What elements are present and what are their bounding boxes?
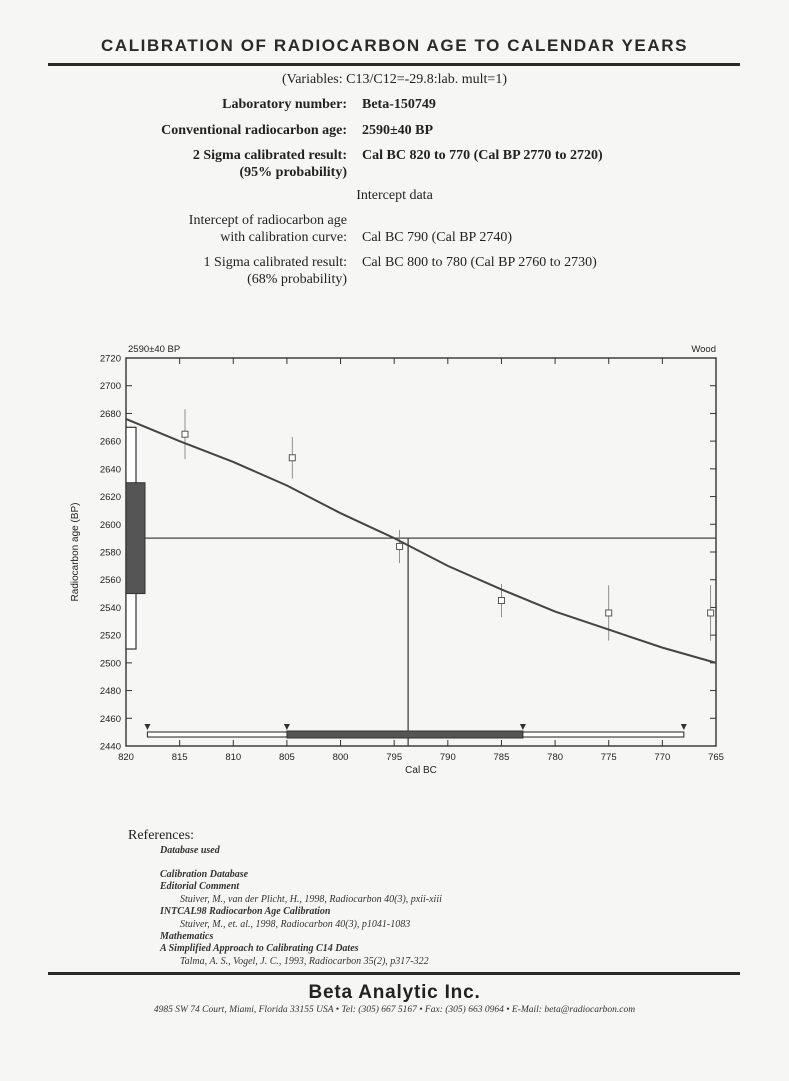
x-tick-label: 815	[171, 752, 188, 763]
lab-number-value: Beta-150749	[362, 97, 436, 112]
intercept-value: Cal BC 790 (Cal BP 2740)	[362, 230, 512, 245]
y-tick-label: 2580	[99, 547, 121, 559]
variables-line: (Variables: C13/C12=-29.8:lab. mult=1)	[282, 72, 507, 87]
sigma1-probability: (68% probability)	[247, 272, 347, 287]
range-marker	[284, 724, 290, 730]
x-tick-label: 805	[278, 752, 295, 763]
measurement-point	[708, 610, 714, 616]
y-tick-label: 2620	[99, 492, 121, 504]
sigma2-value: Cal BC 820 to 770 (Cal BP 2770 to 2720)	[362, 148, 603, 163]
ref-citation-1: Stuiver, M., van der Plicht, H., 1998, Radiocarbon 40(3), pxii-xiii	[180, 894, 442, 905]
y-tick-label: 2460	[99, 713, 121, 725]
y-tick-label: 2500	[99, 658, 121, 670]
y-tick-label: 2720	[99, 353, 121, 365]
y-tick-label: 2440	[99, 741, 121, 753]
ref-mathematics: Mathematics	[160, 931, 214, 942]
x-tick-label: 765	[708, 752, 724, 763]
intercept-heading: Intercept data	[356, 188, 433, 203]
ref-editorial-comment: Editorial Comment	[160, 881, 240, 892]
x-tick-label: 810	[225, 752, 242, 763]
sigma2-label: 2 Sigma calibrated result:	[192, 148, 347, 163]
x-tick-label: 795	[386, 752, 403, 763]
x-tick-label: 775	[600, 752, 617, 763]
ref-calibration-database: Calibration Database	[160, 869, 249, 880]
measurement-point	[606, 610, 612, 616]
x-tick-label: 785	[493, 752, 510, 763]
y-tick-label: 2560	[99, 575, 121, 587]
chart-curve	[126, 419, 716, 663]
intercept-label-2: with calibration curve:	[220, 230, 347, 245]
sigma1-label: 1 Sigma calibrated result:	[203, 255, 347, 270]
x-tick-label: 780	[547, 752, 564, 763]
y-tick-label: 2520	[99, 630, 121, 642]
chart-measurements	[182, 409, 714, 640]
measurement-point	[289, 455, 295, 461]
calibration-chart	[0, 330, 789, 790]
y-tick-label: 2640	[99, 464, 121, 476]
ref-citation-2: Stuiver, M., et. al., 1998, Radiocarbon 40(3), p1041-1083	[180, 919, 411, 930]
y-tick-label: 2680	[99, 408, 121, 420]
page-title: CALIBRATION OF RADIOCARBON AGE TO CALENDAR YEARS	[100, 36, 689, 55]
sigma1-cal-range	[287, 731, 523, 738]
corner-label-material: Wood	[691, 344, 716, 355]
y-tick-label: 2700	[99, 381, 121, 393]
corner-label-age: 2590±40 BP	[128, 344, 181, 355]
radiocarbon-age-label: Conventional radiocarbon age:	[161, 123, 347, 138]
y-tick-label: 2480	[99, 686, 121, 698]
ref-intcal: INTCAL98 Radiocarbon Age Calibration	[160, 906, 331, 917]
x-axis-title: Cal BC	[405, 765, 437, 776]
ref-citation-3: Talma, A. S., Vogel, J. C., 1993, Radiocarbon 35(2), p317-322	[180, 956, 429, 967]
range-marker	[520, 724, 526, 730]
calibration-curve	[126, 419, 716, 663]
measurement-point	[182, 431, 188, 437]
ref-approach: A Simplified Approach to Calibrating C14 Dates	[160, 943, 359, 954]
y-tick-label: 2660	[99, 436, 121, 448]
chart-ranges	[126, 427, 716, 746]
intercept-label-1: Intercept of radiocarbon age	[188, 213, 347, 228]
sigma1-value: Cal BC 800 to 780 (Cal BP 2760 to 2730)	[362, 255, 597, 270]
ref-database-used: Database used	[160, 845, 220, 856]
y-tick-label: 2600	[99, 519, 121, 531]
bottom-rule	[48, 972, 740, 975]
y-axis-title: Radiocarbon age (BP)	[70, 502, 81, 602]
company-name: Beta Analytic Inc.	[308, 982, 481, 1003]
range-marker	[681, 724, 687, 730]
chart-labels	[70, 344, 724, 776]
x-tick-label: 800	[332, 752, 349, 763]
references-heading: References:	[128, 828, 195, 843]
sigma2-probability: (95% probability)	[239, 165, 347, 180]
x-tick-label: 790	[439, 752, 456, 763]
measurement-point	[397, 543, 403, 549]
top-rule	[48, 63, 740, 66]
range-marker	[144, 724, 150, 730]
company-address: 4985 SW 74 Court, Miami, Florida 33155 USA • Tel: (305) 667 5167 • Fax: (305) 663 0964 • E-Mail: beta@radiocarbon.com	[153, 1005, 636, 1015]
measurement-point	[498, 598, 504, 604]
radiocarbon-age-value: 2590±40 BP	[362, 123, 434, 138]
x-tick-label: 770	[654, 752, 671, 763]
x-tick-label: 820	[118, 752, 134, 763]
sigma1-age-range	[126, 483, 145, 594]
y-tick-label: 2540	[99, 602, 121, 614]
lab-number-label: Laboratory number:	[222, 97, 347, 112]
